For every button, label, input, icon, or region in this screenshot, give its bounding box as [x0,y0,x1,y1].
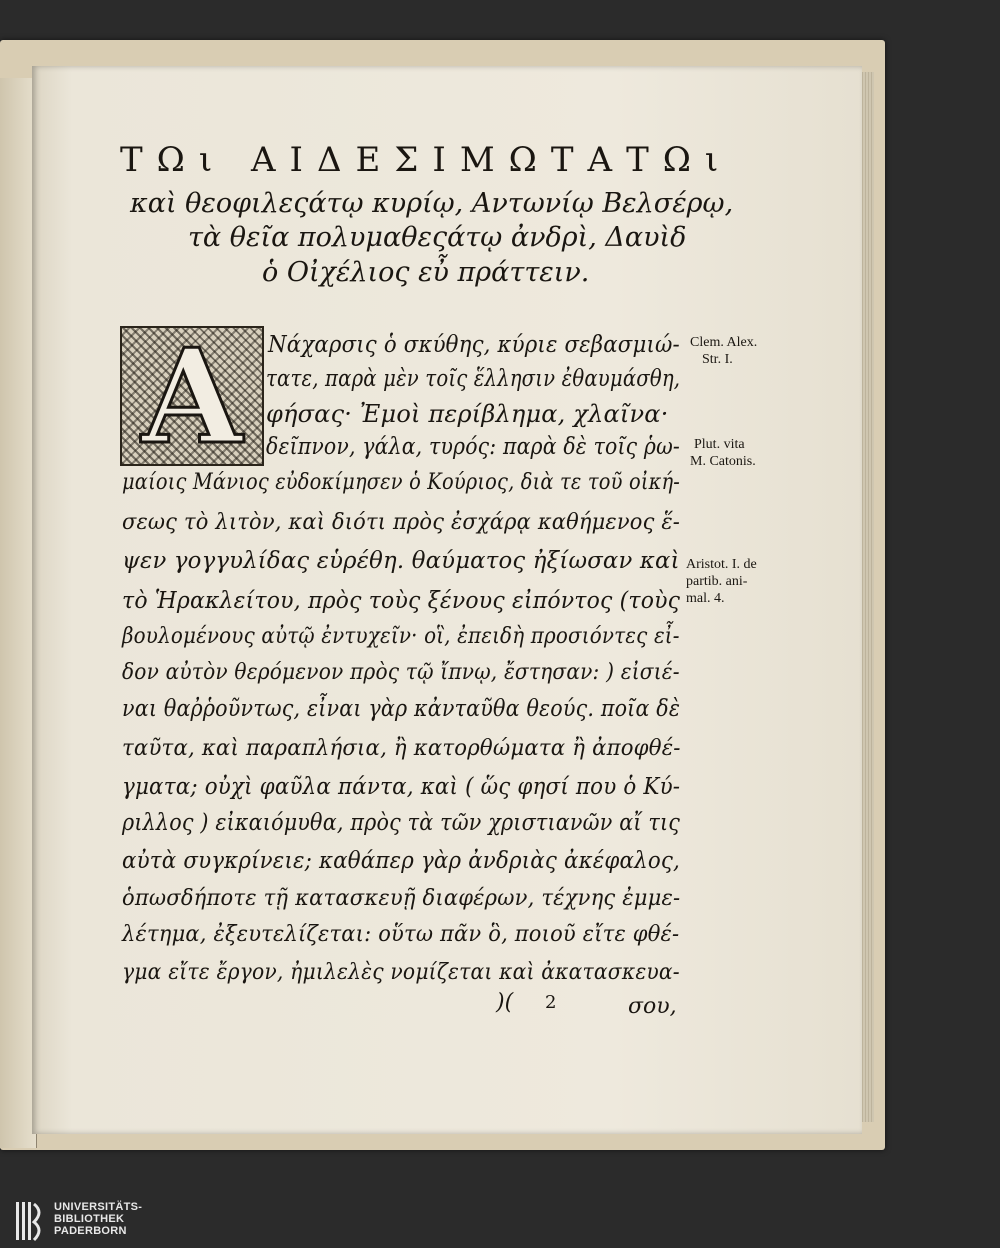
footer-bar [0,1197,1000,1248]
library-name [54,1201,142,1237]
margin-note-line: mal. 4. [686,591,725,606]
dedication-title: ΤΩι ΑΙΔΕΣΙΜΩΤΑΤΩι [120,140,733,180]
library-logo-icon [14,1198,48,1244]
text-line: ψεν γογγυλίδας εὑρέθη. θαύματος ἠξίωσαν καὶ [122,548,680,574]
page-number: 2 [545,992,557,1013]
decorated-initial [120,320,264,473]
text-line: ταῦτα, καὶ παραπλήσια, ἢ κατορθώματα ἢ ἀποφθέ- [122,736,681,761]
margin-note-line: Clem. Alex. [690,335,758,350]
text-line: τὸ Ἡρακλείτου, πρὸς τοὺς ξένους εἰπόντος (τοὺς [122,588,681,614]
library-name-line: PADERBORN [54,1225,127,1237]
margin-note-line: Str. I. [702,352,733,367]
text-line: δον αὐτὸν θερόμενον πρὸς τῷ ἴπνῳ, ἔστησαν: ) εἰσιέ- [122,660,680,685]
text-line: ὁπωσδήποτε τῇ κατασκευῇ διαφέρων, τέχνης ἐμμε- [122,886,681,911]
dedication-line-2: τὰ θεῖα πολυμαθεςάτῳ ἀνδρὶ, Δαυὶδ [188,222,687,253]
signature-mark: )( [496,990,514,1015]
margin-note-line: M. Catonis. [690,454,756,469]
library-name-line: BIBLIOTHEK [54,1213,125,1225]
text-line: ριλλος ) εἰκαιόμυθα, πρὸς τὰ τῶν χριστιανῶν αἴ τις [122,810,681,836]
initial-letter: Α [141,320,243,473]
text-line: αὐτὰ συγκρίνειε; καθάπερ γὰρ ἀνδριὰς ἀκέφαλος, [122,848,681,874]
dedication-line-3: ὁ Οἰχέλιος εὖ πράττειν. [262,257,590,288]
text-line: φήσας· Ἐμοὶ περίβλημα, χλαῖνα· [266,400,669,428]
margin-note-line: partib. ani- [686,574,748,589]
text-line: τατε, παρὰ μὲν τοῖς ἕλλησιν ἐθαυμάσθη, [266,366,681,392]
text-line: λέτημα, ἐξευτελίζεται: οὕτω πᾶν ὃ, ποιοῦ εἴτε φθέ- [122,922,680,947]
margin-note-plutarch [690,436,756,470]
margin-note-line: Plut. vita [694,437,745,452]
page-block-edge [860,72,874,1122]
margin-note-aristotle [686,556,757,607]
text-line: βουλομένους αὐτῷ ἐντυχεῖν· οἳ, ἐπειδὴ προσιόντες εἶ- [122,624,680,649]
text-line: δεῖπνον, γάλα, τυρός: παρὰ δὲ τοῖς ῥω- [266,434,680,460]
text-line: γμα εἴτε ἔργον, ἠμιλελὲς νομίζεται καὶ ἀκατασκευα- [122,960,680,985]
text-line: μαίοις Μάνιος εὐδοκίμησεν ὁ Κούριος, διὰ τε τοῦ οἰκή- [122,470,681,495]
text-line: Νάχαρσις ὁ σκύθης, κύριε σεβασμιώ- [268,332,680,358]
margin-note-clement [690,334,757,368]
dedication-line-1: καὶ θεοφιλεςάτῳ κυρίῳ, Αντωνίῳ Βελσέρῳ, [130,188,734,219]
margin-note-line: Aristot. I. de [686,557,757,572]
text-line: γματα; οὐχὶ φαῦλα πάντα, καὶ ( ὥς φησί που ὁ Κύ- [122,774,681,800]
library-name-line: UNIVERSITÄTS- [54,1201,143,1213]
text-line: ναι θαῤῥοῦντως, εἶναι γὰρ κἀνταῦθα θεούς. ποῖα δὲ [122,696,681,722]
text-line: σεως τὸ λιτὸν, καὶ διότι πρὸς ἐσχάρᾳ καθήμενος ἕ- [122,510,681,535]
catchword: σου, [628,994,677,1019]
